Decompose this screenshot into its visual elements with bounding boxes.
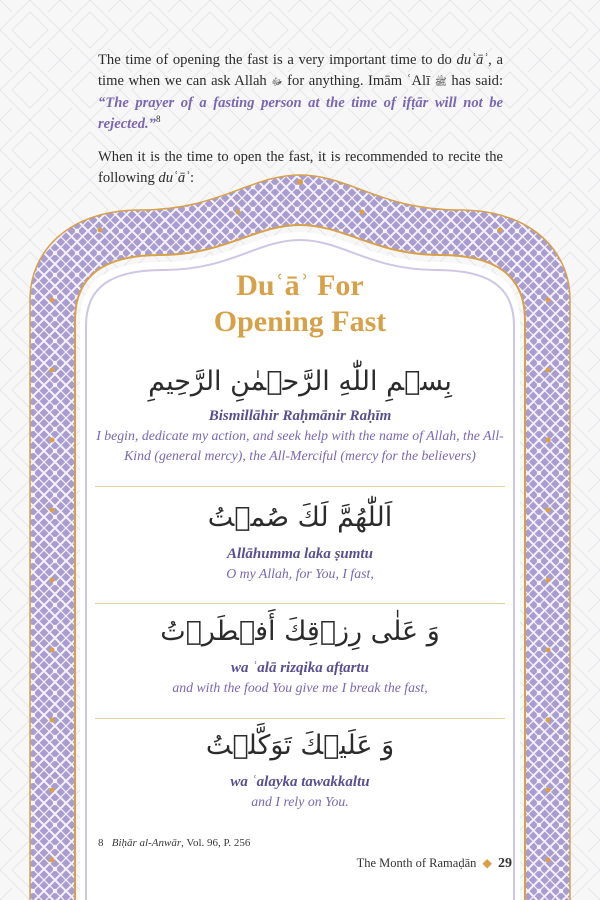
- dua-entry-4: [95, 726, 505, 812]
- arabic-text: بِسۡمِ اللّٰهِ الرَّحۡمٰنِ الرَّحِيمِ: [148, 366, 452, 397]
- footnote-number: 8: [98, 837, 104, 849]
- transliteration: wa ʿalayka tawakkaltu: [230, 774, 370, 790]
- dua-entry-2: [95, 498, 505, 584]
- transliteration: wa ʿalā rizqika afṭartu: [231, 660, 369, 676]
- translation: and I rely on You.: [251, 794, 349, 809]
- divider: [95, 486, 505, 487]
- footnote-source: Biḥār al-Anwār: [111, 837, 182, 849]
- dua-title: [95, 268, 505, 340]
- page-folio: [357, 855, 512, 872]
- hadith-quote: “The prayer of a fasting person at the time of ifṭār will not be rejected.”: [98, 95, 503, 132]
- footnote: [98, 837, 250, 849]
- dua-entry-1: [95, 362, 505, 466]
- divider: [95, 603, 505, 604]
- translation: I begin, dedicate my action, and seek help with the name of Allah, the All-Kind (general mercy), the All-Merciful (mercy for the believers): [96, 428, 504, 463]
- title-line-1: Duʿāʾ For: [236, 269, 364, 302]
- title-line-2: Opening Fast: [213, 305, 387, 338]
- transliteration: Bismillāhir Raḥmānir Raḥīm: [208, 408, 392, 424]
- footnote-ref[interactable]: 8: [155, 114, 161, 125]
- bullet-icon: ◆: [482, 856, 492, 870]
- transliteration: Allāhumma laka ṣumtu: [227, 546, 373, 562]
- page-number: 29: [498, 856, 512, 871]
- intro-paragraph-1: The time of opening the fast is a very important time to do duʿāʾ, a time when we can ask Allah ﷻ for anything. Imām ʿAlī ﷺ has said: “The prayer of a fasting person at the time of ifṭār will not be rejected.”$^8$: [98, 52, 503, 132]
- divider: [95, 718, 505, 719]
- footnote-details: , Vol. 96, P. 256: [181, 837, 251, 849]
- arabic-text: وَ عَلَيۡكَ تَوَكَّلۡتُ: [205, 730, 395, 761]
- dua-entry-3: [95, 612, 505, 698]
- running-head: The Month of Ramaḍān: [356, 856, 477, 870]
- intro-paragraph-2: When it is the time to open the fast, it is recommended to recite the following duʿāʾ:: [98, 149, 503, 186]
- translation: and with the food You give me I break the fast,: [172, 680, 428, 695]
- arabic-text: وَ عَلٰى رِزۡقِكَ أَفۡطَرۡتُ: [160, 616, 440, 647]
- arabic-text: اَللّٰهُمَّ لَكَ صُمۡتُ: [207, 502, 393, 533]
- translation: O my Allah, for You, I fast,: [226, 566, 374, 581]
